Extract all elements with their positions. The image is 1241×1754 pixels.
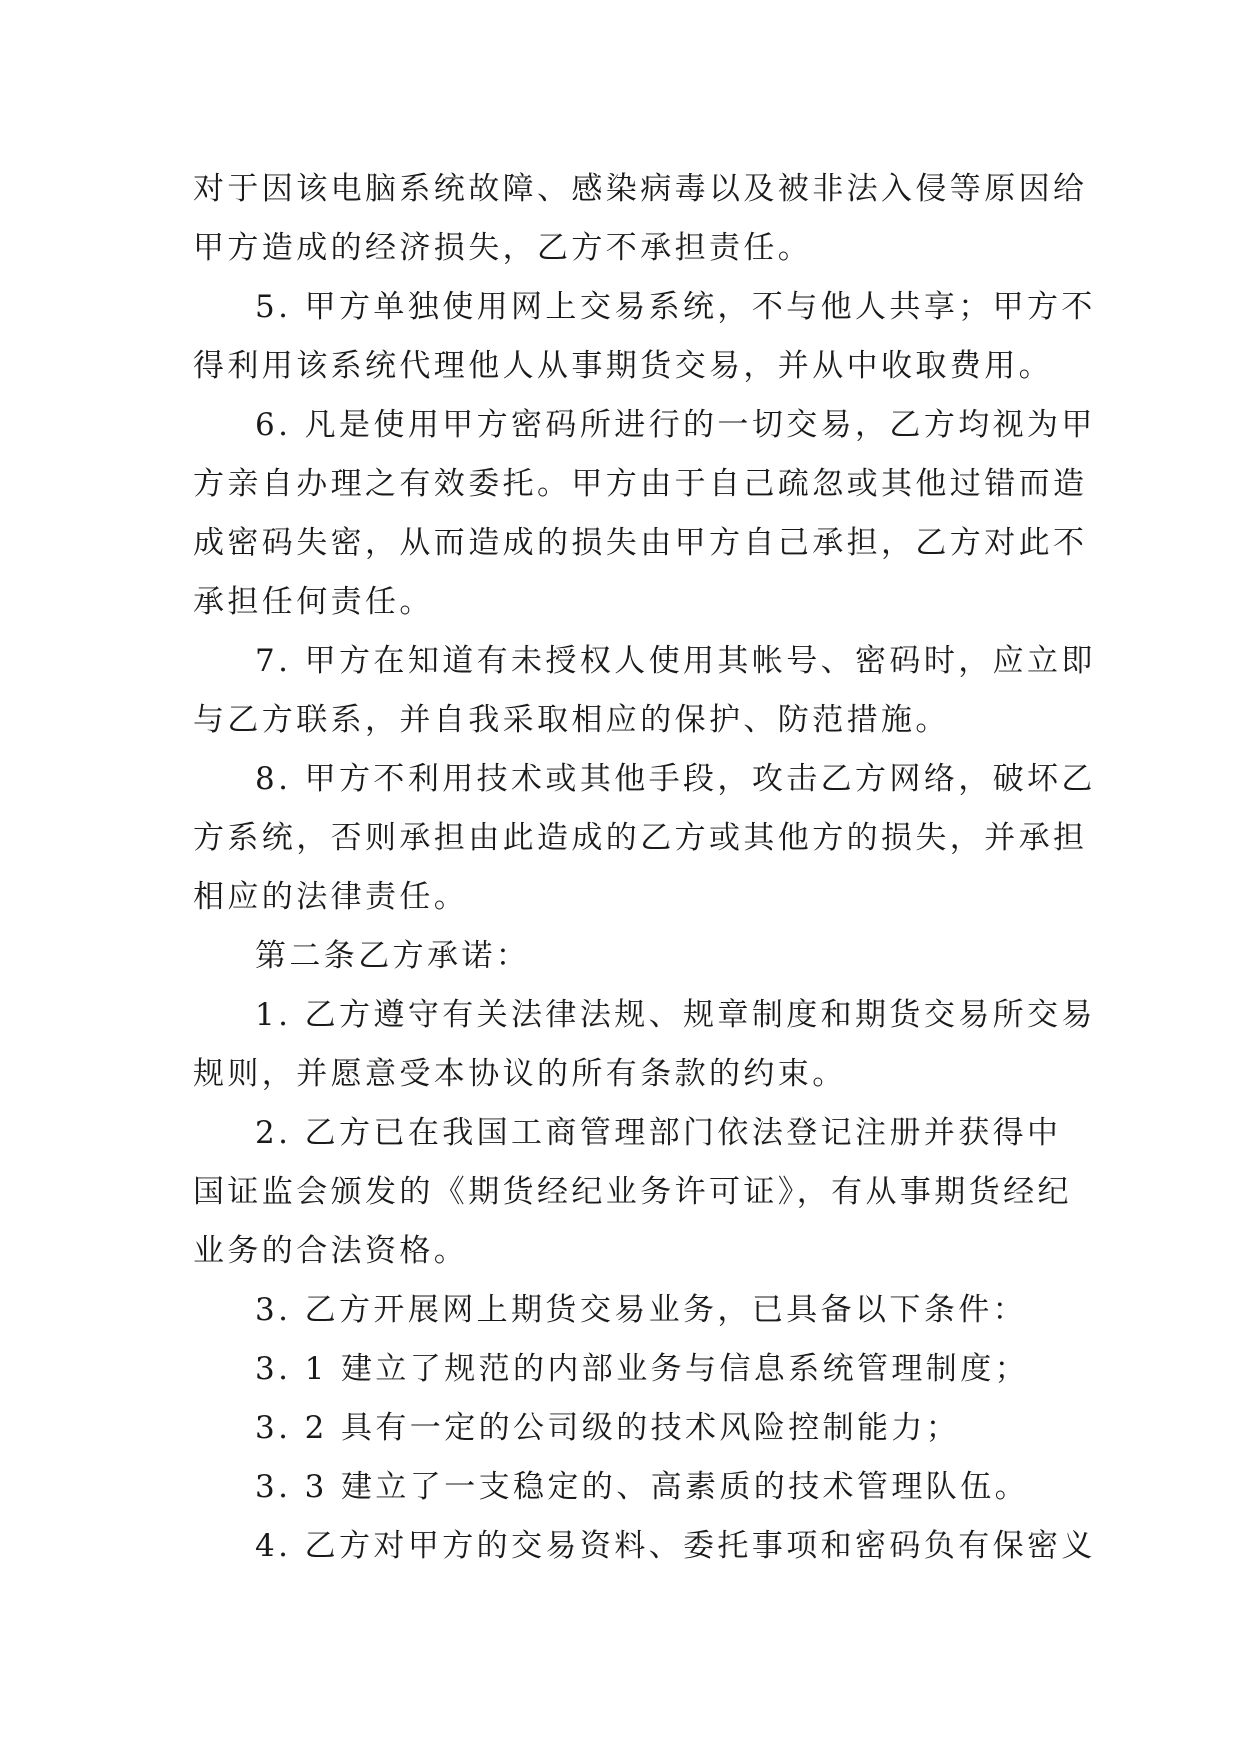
text-line: 甲方造成的经济损失，乙方不承担责任。 [193, 230, 813, 266]
text-line: 3. 乙方开展网上期货交易业务，已具备以下条件： [255, 1292, 1028, 1328]
text-line: 得利用该系统代理他人从事期货交易，并从中收取费用。 [193, 348, 1053, 384]
text-line: 8. 甲方不利用技术或其他手段，攻击乙方网络，破坏乙 [255, 761, 1096, 797]
text-line: 国证监会颁发的《期货经纪业务许可证》，有从事期货经纪 [193, 1174, 1072, 1210]
text-line: 相应的法律责任。 [193, 879, 469, 915]
section-heading: 第二条乙方承诺： [255, 938, 531, 974]
text-line: 对于因该电脑系统故障、感染病毒以及被非法入侵等原因给 [193, 171, 1088, 207]
text-line: 6. 凡是使用甲方密码所进行的一切交易，乙方均视为甲 [255, 407, 1096, 443]
text-line: 1. 乙方遵守有关法律法规、规章制度和期货交易所交易 [255, 997, 1096, 1033]
text-line: 2. 乙方已在我国工商管理部门依法登记注册并获得中 [255, 1115, 1062, 1151]
text-line: 3. 1 建立了规范的内部业务与信息系统管理制度； [255, 1351, 1030, 1387]
text-line: 4. 乙方对甲方的交易资料、委托事项和密码负有保密义 [255, 1528, 1096, 1564]
text-line: 方系统，否则承担由此造成的乙方或其他方的损失，并承担 [193, 820, 1088, 856]
text-line: 规则，并愿意受本协议的所有条款的约束。 [193, 1056, 847, 1092]
text-line: 3. 3 建立了一支稳定的、高素质的技术管理队伍。 [255, 1469, 1030, 1505]
text-line: 与乙方联系，并自我采取相应的保护、防范措施。 [193, 702, 950, 738]
text-line: 7. 甲方在知道有未授权人使用其帐号、密码时，应立即 [255, 643, 1096, 679]
text-line: 成密码失密，从而造成的损失由甲方自己承担，乙方对此不 [193, 525, 1088, 561]
text-line: 3. 2 具有一定的公司级的技术风险控制能力； [255, 1410, 961, 1446]
text-line: 方亲自办理之有效委托。甲方由于自己疏忽或其他过错而造 [193, 466, 1088, 502]
text-line: 5. 甲方单独使用网上交易系统，不与他人共享；甲方不 [255, 289, 1096, 325]
text-line: 业务的合法资格。 [193, 1233, 469, 1269]
text-line: 承担任何责任。 [193, 584, 434, 620]
